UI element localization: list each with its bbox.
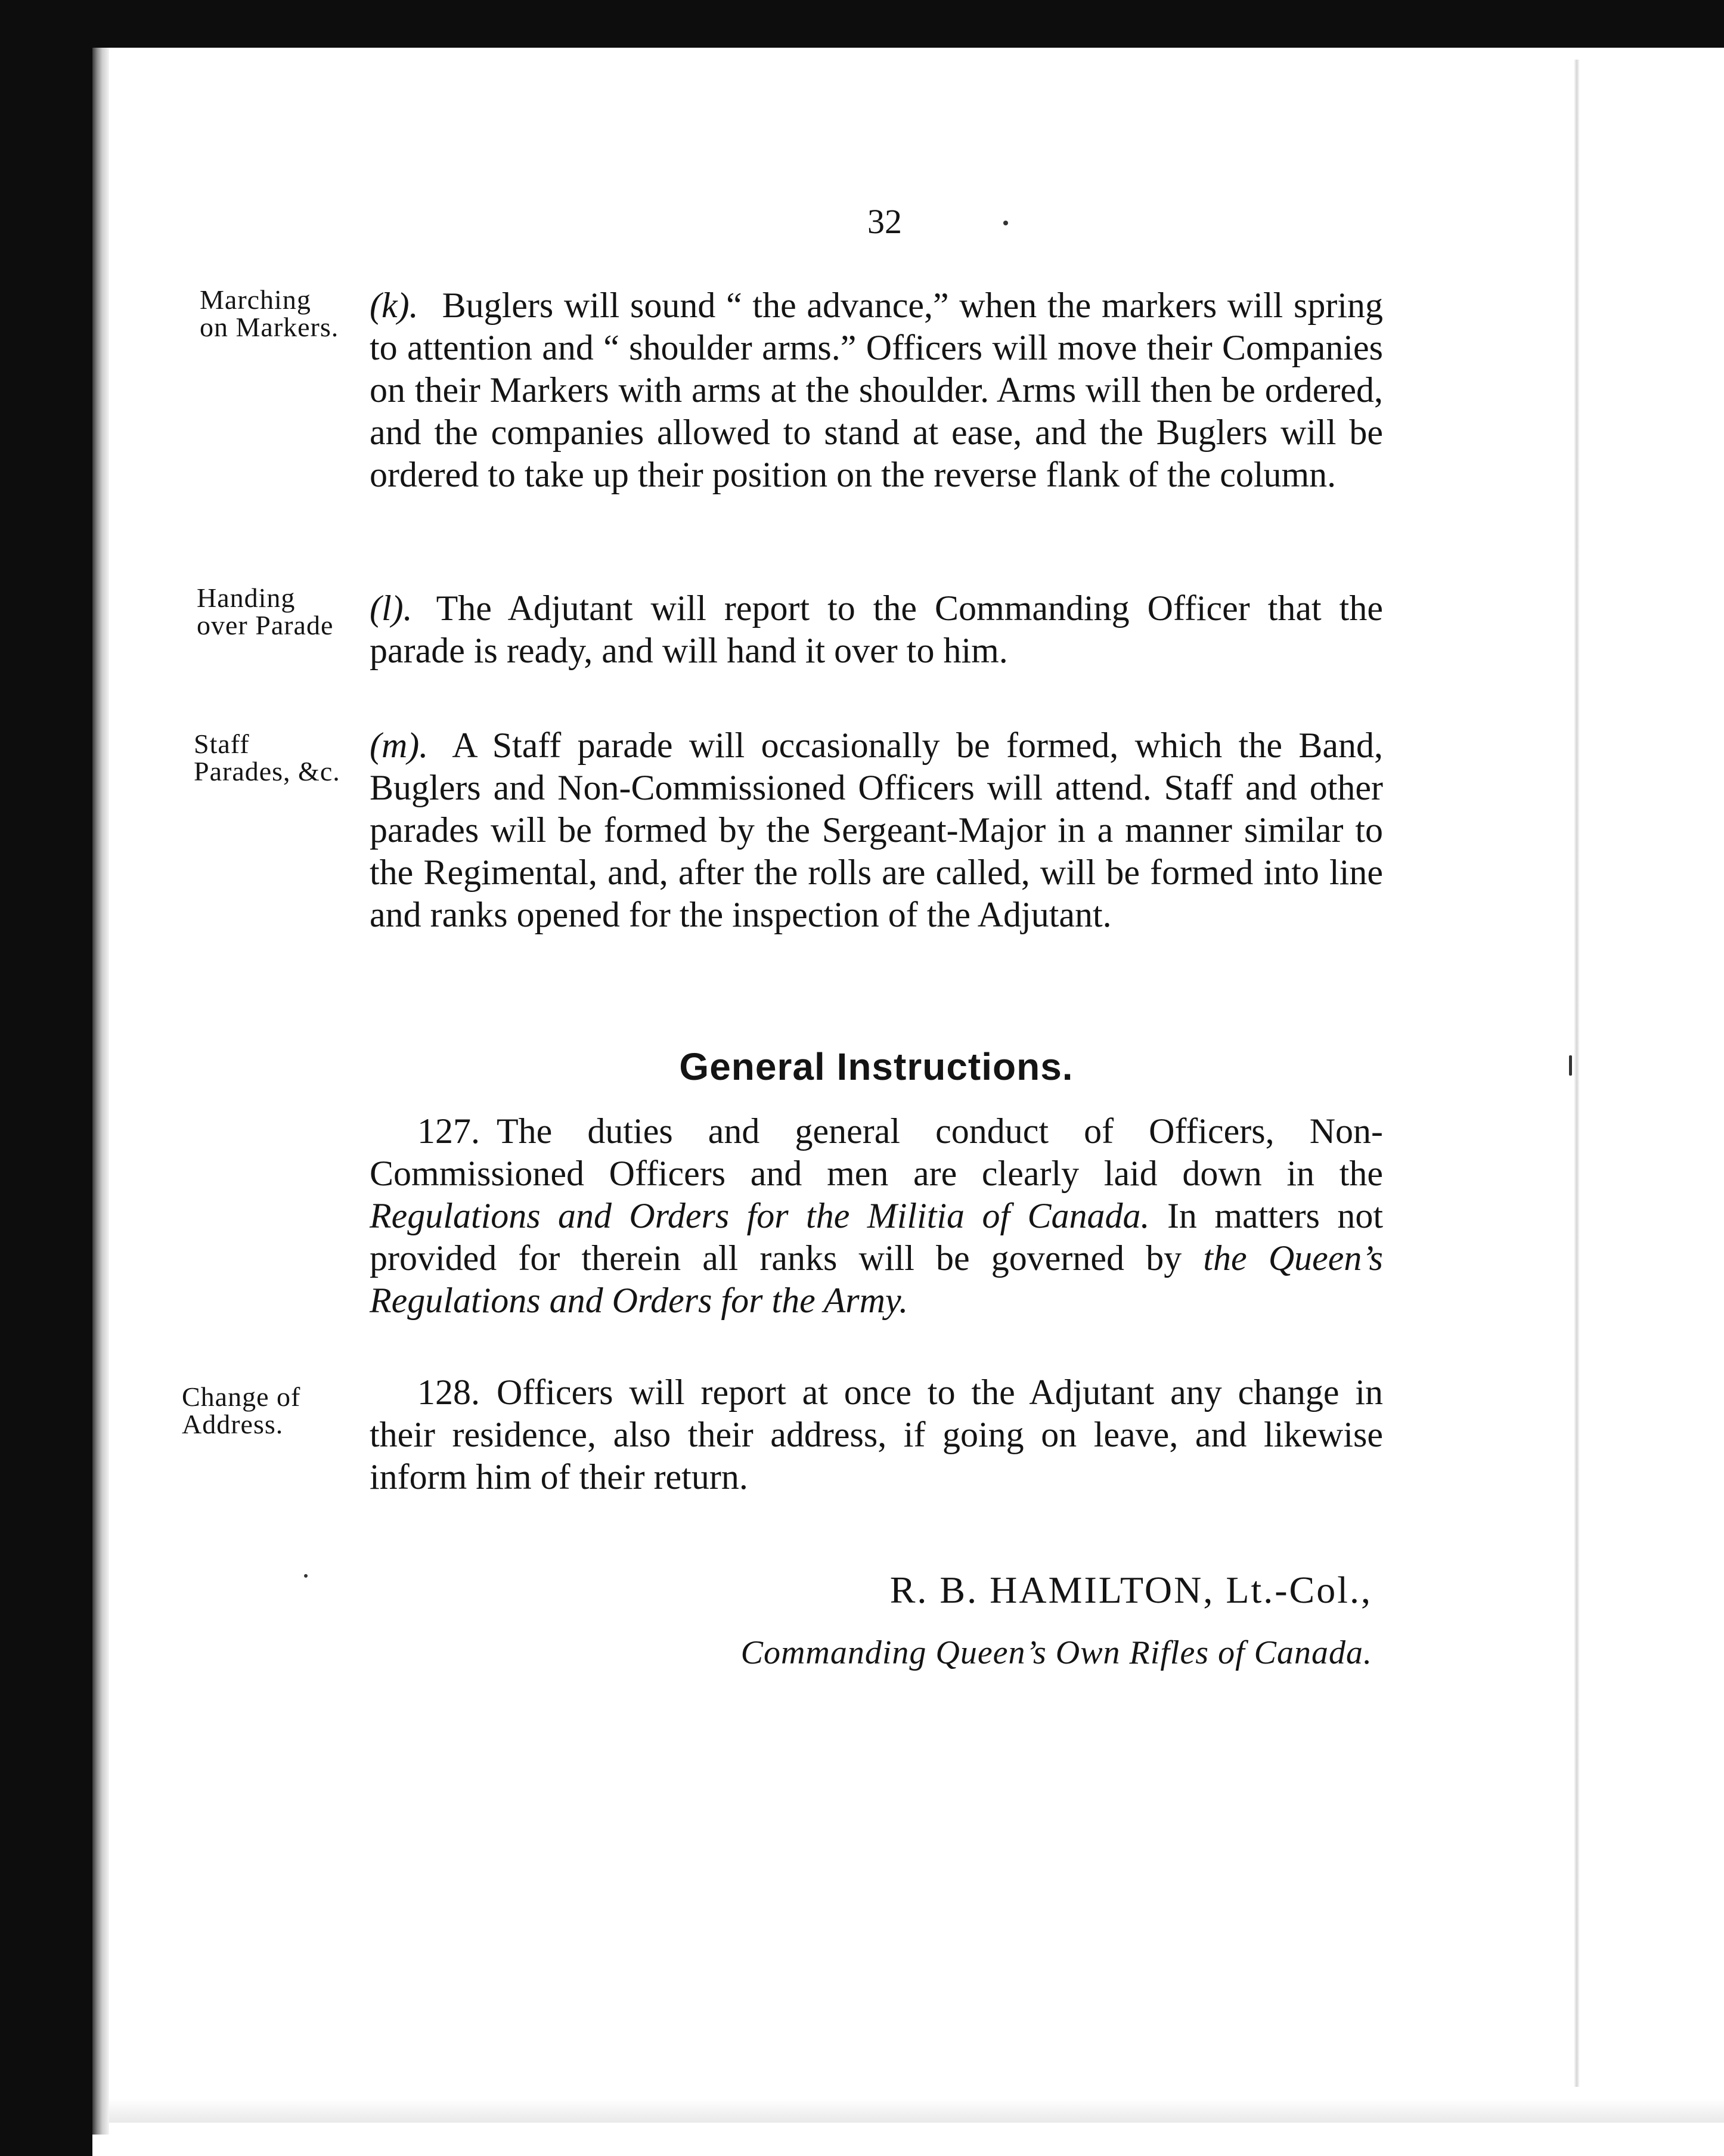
paragraph-128-text: Officers will report at once to the Adjutant any change in their residence, also their address, if going on leave, and likewise inform him of their return. [370,1373,1383,1497]
paragraph-l-lead: (l). [370,588,413,628]
signature-name: R. B. HAMILTON, Lt.-Col., [889,1569,1372,1611]
next-page-edge [1574,60,1580,2087]
margin-note-marching: Marching on Markers. [200,284,339,342]
scan-speck [1569,1055,1572,1076]
paragraph-127-text-1: The duties and general conduct of Officers, Non-Commissioned Officers and men are clearly laid down in the [370,1111,1383,1193]
paragraph-128-number: 128. [417,1373,480,1412]
section-heading: General Instructions. [679,1045,1074,1088]
paragraph-127-text-2: In matters not provided for therein all ranks will be governed by [370,1196,1383,1278]
paragraph-127 [370,1110,1383,1322]
paragraph-m [370,724,1383,936]
page-bottom-shadow [109,2099,1724,2123]
paragraph-m-text: A Staff parade will occasionally be formed, which the Band, Buglers and Non-Commissioned Officers will attend. Staff and other parades will be formed by the Sergeant-Major in a manner similar to the Regimental, and, after the rolls are called, will be formed into line and ranks opened for the inspection of the Adjutant. [370,726,1383,934]
paragraph-127-italic-1: Regulations and Orders for the Militia of Canada. [370,1196,1150,1235]
paragraph-k-lead: (k). [370,286,418,325]
paragraph-m-lead: (m). [370,726,429,765]
paragraph-127-italic-2: the Queen’s Regulations and Orders for the Army. [370,1238,1384,1320]
paragraph-l-text: The Adjutant will report to the Commanding Officer that the parade is ready, and will hand it over to him. [370,588,1383,670]
scan-speck [1003,221,1008,225]
paragraph-k-text: Buglers will sound “ the advance,” when the markers will spring to attention and “ shoulder arms.” Officers will move their Companies on their Markers with arms at the shoulder. Arms will then be ordered, and the companies allowed to stand at ease, and the Buglers will be ordered to take up their position on the reverse flank of the column. [370,286,1383,494]
scan-border-left [0,0,92,2156]
margin-note-staff-parades: Staff Parades, &c. [194,729,340,786]
page-number: 32 [867,202,902,241]
scan-border-top [0,0,1724,48]
binding-edge [92,48,109,2135]
signature-title: Commanding Queen’s Own Rifles of Canada. [740,1634,1372,1671]
margin-note-handing-over: Handing over Parade [197,583,334,640]
paragraph-k [370,284,1383,496]
paragraph-127-number: 127. [417,1111,480,1151]
paragraph-128 [370,1371,1383,1498]
paragraph-l [370,587,1383,672]
margin-note-change-of-address: Change of Address. [182,1381,301,1439]
scan-speck [304,1574,308,1578]
